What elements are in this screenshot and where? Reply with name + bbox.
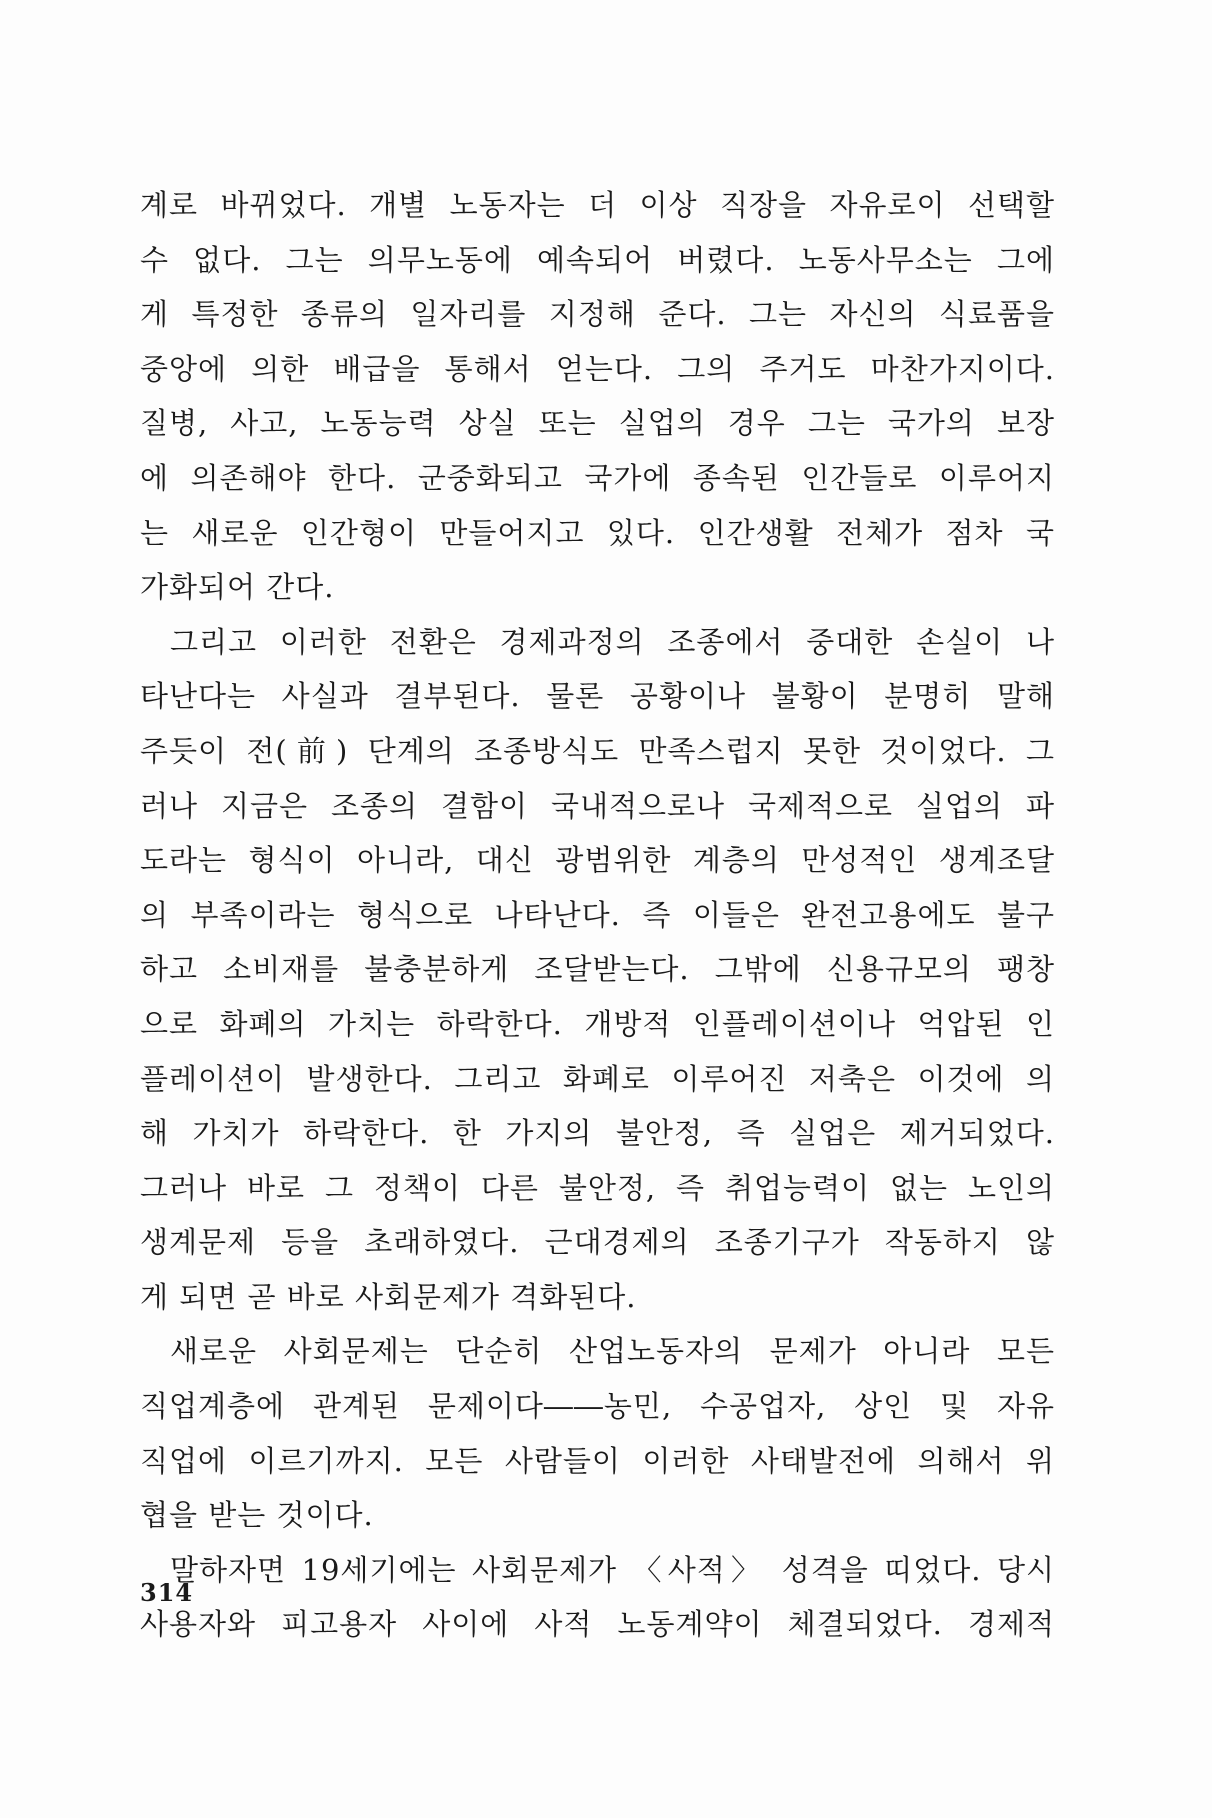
text-line: 게 되면 곧 바로 사회문제가 격화된다.: [140, 1279, 637, 1314]
text-line: 는 새로운 인간형이 만들어지고 있다. 인간생활 전체가 점차 국: [140, 515, 1055, 550]
text-line: 직업계층에 관계된 문제이다――농민, 수공업자, 상인 및 자유: [140, 1389, 1055, 1424]
text-line: 새로운 사회문제는 단순히 산업노동자의 문제가 아니라 모든: [170, 1334, 1055, 1369]
text-line: 해 가치가 하락한다. 한 가지의 불안정, 즉 실업은 제거되었다.: [140, 1116, 1055, 1151]
text-line: 생계문제 등을 초래하였다. 근대경제의 조종기구가 작동하지 않: [140, 1225, 1055, 1260]
text-line: 가화되어 간다.: [140, 570, 335, 605]
text-line: 중앙에 의한 배급을 통해서 얻는다. 그의 주거도 마찬가지이다.: [140, 351, 1055, 386]
text-line: 사용자와 피고용자 사이에 사적 노동계약이 체결되었다. 경제적: [140, 1607, 1055, 1642]
text-line: 하고 소비재를 불충분하게 조달받는다. 그밖에 신용규모의 팽창: [140, 952, 1055, 987]
text-line: 협을 받는 것이다.: [140, 1498, 374, 1533]
text-line: 수 없다. 그는 의무노동에 예속되어 버렸다. 노동사무소는 그에: [140, 242, 1055, 277]
text-line: 도라는 형식이 아니라, 대신 광범위한 계층의 만성적인 생계조달: [140, 843, 1055, 878]
text-line: 그러나 바로 그 정책이 다른 불안정, 즉 취업능력이 없는 노인의: [140, 1170, 1055, 1205]
page-number: 314: [140, 1578, 194, 1607]
text-line: 으로 화폐의 가치는 하락한다. 개방적 인플레이션이나 억압된 인: [140, 1006, 1055, 1041]
text-line: 에 의존해야 한다. 군중화되고 국가에 종속된 인간들로 이루어지: [140, 460, 1055, 495]
text-line: 그리고 이러한 전환은 경제과정의 조종에서 중대한 손실이 나: [170, 624, 1055, 659]
text-line: 타난다는 사실과 결부된다. 물론 공황이나 불황이 분명히 말해: [140, 679, 1055, 714]
text-line: 직업에 이르기까지. 모든 사람들이 이러한 사태발전에 의해서 위: [140, 1443, 1055, 1478]
text-line: 말하자면 19세기에는 사회문제가 〈사적〉 성격을 띠었다. 당시: [170, 1552, 1055, 1587]
text-line: 계로 바뀌었다. 개별 노동자는 더 이상 직장을 자유로이 선택할: [140, 188, 1055, 222]
text-line: 주듯이 전(前) 단계의 조종방식도 만족스럽지 못한 것이었다. 그: [140, 733, 1055, 768]
text-line: 플레이션이 발생한다. 그리고 화폐로 이루어진 저축은 이것에 의: [140, 1061, 1055, 1096]
text-line: 질병, 사고, 노동능력 상실 또는 실업의 경우 그는 국가의 보장: [140, 406, 1055, 441]
text-line: 러나 지금은 조종의 결함이 국내적으로나 국제적으로 실업의 파: [140, 788, 1055, 823]
body-text: [140, 178, 1055, 1652]
text-line: 게 특정한 종류의 일자리를 지정해 준다. 그는 자신의 식료품을: [140, 297, 1055, 332]
text-line: 의 부족이라는 형식으로 나타난다. 즉 이들은 완전고용에도 불구: [140, 897, 1055, 932]
